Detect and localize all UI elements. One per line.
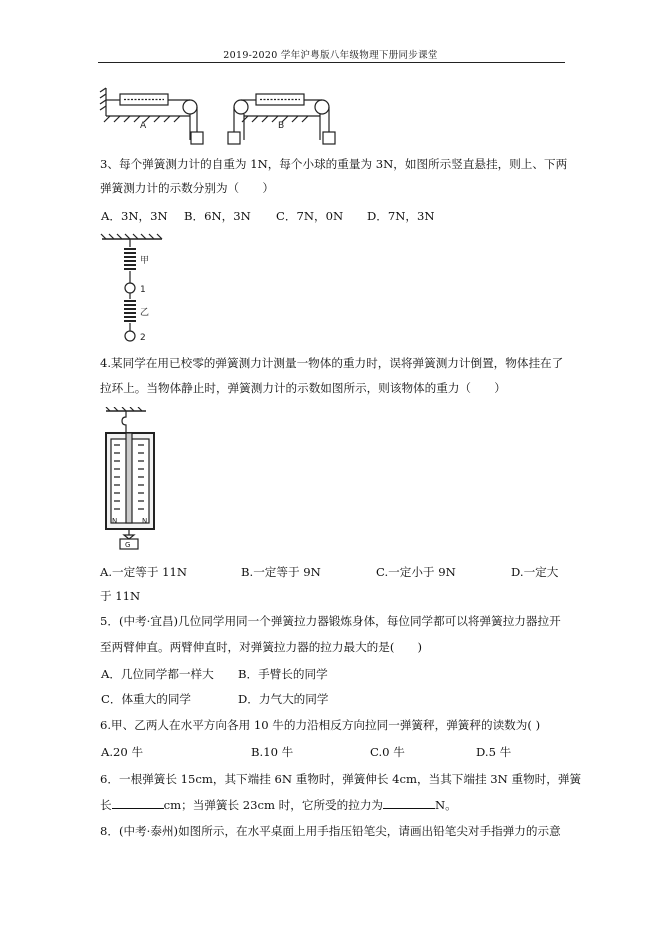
q5-stem-line1: 5．(中考·宜昌)几位同学用同一个弹簧拉力器锻炼身体，每位同学都可以将弹簧拉力器拉开 bbox=[100, 614, 561, 628]
figure-b-label: B bbox=[278, 121, 285, 131]
q6b-stem-line1: 6．一根弹簧长 15cm，其下端挂 6N 重物时，弹簧伸长 4cm，当其下端挂 3N 重物时，弹簧 bbox=[100, 772, 582, 786]
q6b-blank-force[interactable] bbox=[383, 798, 435, 809]
weight-label: G bbox=[125, 541, 131, 549]
label-ball1: 1 bbox=[140, 285, 146, 295]
figure-a-label: A bbox=[140, 121, 147, 131]
q6b-blank-length[interactable] bbox=[112, 798, 164, 809]
figure-b bbox=[228, 94, 335, 144]
q6b-text-b: cm；当弹簧长 23cm 时，它所受的拉力为 bbox=[163, 798, 384, 812]
q6b-text-a: 长 bbox=[100, 798, 112, 812]
q4-option-d-wrap: 于 11N bbox=[100, 589, 141, 603]
q6a-option-d: D.5 牛 bbox=[476, 745, 512, 759]
scale-unit-left: N bbox=[112, 517, 118, 525]
hanging-springs-figure bbox=[100, 233, 180, 345]
q3-stem-line2: 弹簧测力计的示数分别为（ ） bbox=[100, 181, 274, 195]
q4-option-a: A.一定等于 11N bbox=[100, 565, 188, 579]
q4-option-d: D.一定大 bbox=[511, 565, 559, 579]
q6a-stem: 6.甲、乙两人在水平方向各用 10 牛的力沿相反方向拉同一弹簧秤，弹簧秤的读数为( ) bbox=[100, 718, 541, 732]
q6b-text-c: N。 bbox=[435, 798, 457, 812]
inverted-scale-figure bbox=[100, 407, 170, 555]
q4-stem-line2: 拉环上。当物体静止时，弹簧测力计的示数如图所示，则该物体的重力（ ） bbox=[100, 381, 506, 395]
q4-option-c: C.一定小于 9N bbox=[376, 565, 456, 579]
q6b-stem-line2 bbox=[100, 798, 457, 812]
label-ball2: 2 bbox=[140, 333, 146, 343]
q5-option-b: B．手臂长的同学 bbox=[238, 667, 328, 681]
q3-option-d: D．7N，3N bbox=[367, 209, 435, 223]
figure-a bbox=[100, 88, 203, 144]
scale-unit-right: N bbox=[142, 517, 148, 525]
q5-stem-line2: 至两臂伸直。两臂伸直时，对弹簧拉力器的拉力最大的是( ) bbox=[100, 640, 423, 654]
q3-option-a: A．3N，3N bbox=[101, 209, 168, 223]
q5-option-d: D．力气大的同学 bbox=[238, 692, 329, 706]
page-header: 2019-2020 学年沪粤版八年级物理下册同步课堂 bbox=[223, 50, 438, 61]
q3-option-c: C．7N，0N bbox=[276, 209, 344, 223]
pulley-figure bbox=[98, 80, 348, 150]
label-upper: 甲 bbox=[140, 256, 150, 266]
q6a-option-c: C.0 牛 bbox=[370, 745, 405, 759]
q4-stem-line1: 4.某同学在用已校零的弹簧测力计测量一物体的重力时，误将弹簧测力计倒置，物体挂在了 bbox=[100, 356, 564, 370]
q3-option-b: B．6N，3N bbox=[184, 209, 251, 223]
q8-stem-line1: 8．(中考·泰州)如图所示，在水平桌面上用手指压铅笔尖，请画出铅笔尖对手指弹力的示意 bbox=[100, 824, 561, 838]
header-divider bbox=[98, 62, 565, 63]
q6a-option-b: B.10 牛 bbox=[251, 745, 294, 759]
q5-option-a: A．几位同学都一样大 bbox=[101, 667, 214, 681]
q4-option-b: B.一定等于 9N bbox=[241, 565, 321, 579]
q5-option-c: C．体重大的同学 bbox=[101, 692, 192, 706]
label-lower: 乙 bbox=[140, 308, 150, 318]
q6a-option-a: A.20 牛 bbox=[101, 745, 144, 759]
q3-stem-line1: 3、每个弹簧测力计的自重为 1N，每个小球的重量为 3N，如图所示竖直悬挂，则上、下两 bbox=[100, 157, 568, 171]
